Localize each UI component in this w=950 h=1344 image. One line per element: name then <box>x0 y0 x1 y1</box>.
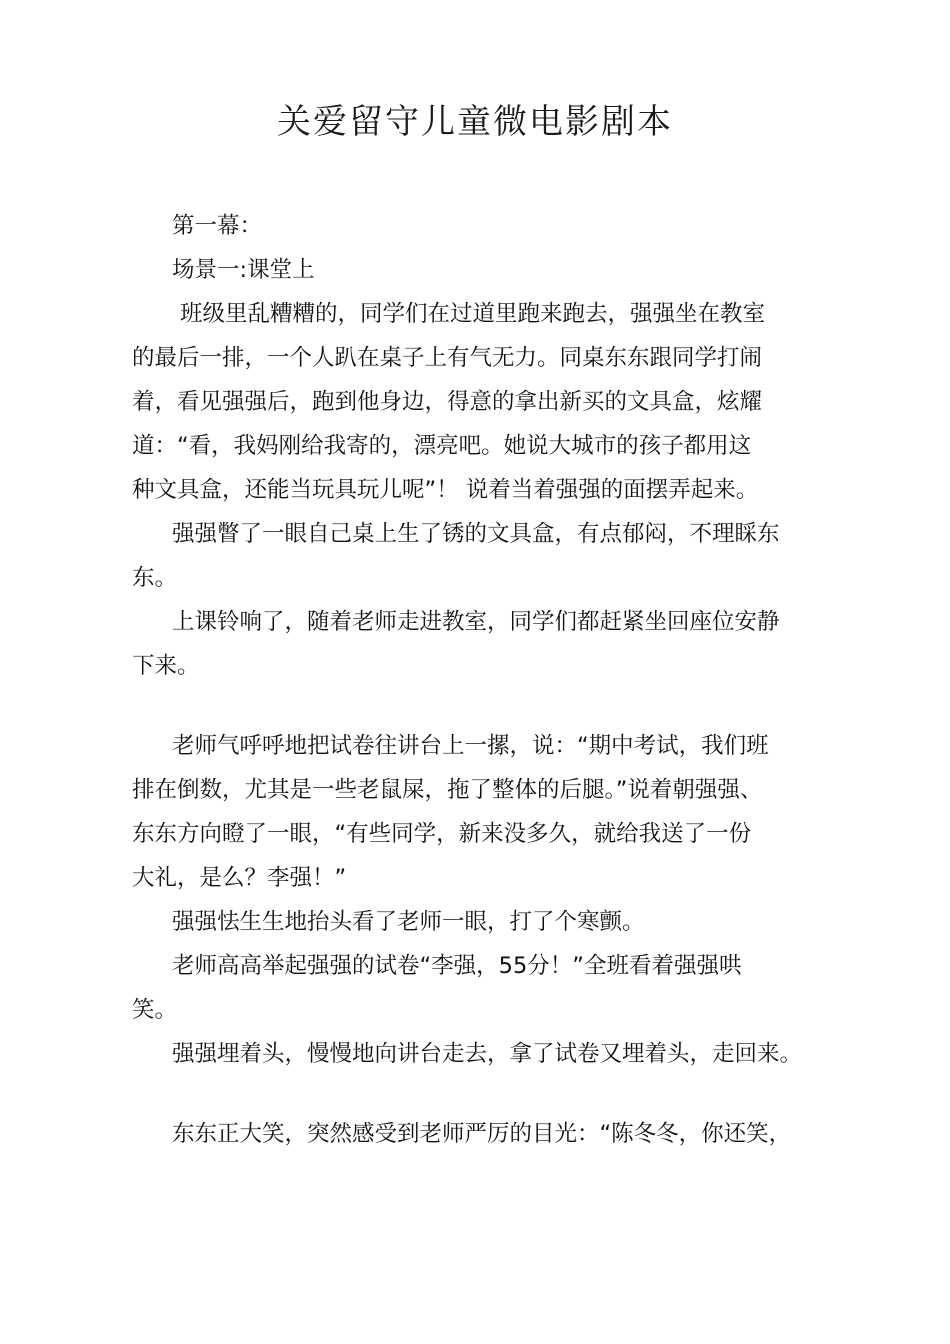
paragraph-line: 排在倒数，尤其是一些老鼠屎，拖了整体的后腿。”说着朝强强、 <box>132 777 763 803</box>
paragraph-line: 老师高高举起强强的试卷“李强，55分！”全班看着强强哄 <box>172 953 742 979</box>
paragraph-line: 强强瞥了一眼自己桌上生了锈的文具盒，有点郁闷，不理睬东 <box>172 521 780 547</box>
paragraph-classroom-chaos <box>132 292 832 512</box>
paragraph-score-reveal <box>132 944 832 1032</box>
paragraph-line: 班级里乱糟糟的，同学们在过道里跑来跑去，强强坐在教室 <box>180 301 766 327</box>
paragraph-dongdong-laugh <box>132 1112 832 1156</box>
paragraph-line: 东东方向瞪了一眼，“有些同学，新来没多久，就给我送了一份 <box>132 821 752 847</box>
paragraph-line: 种文具盒，还能当玩具玩儿呢”！ 说着当着强强的面摆弄起来。 <box>132 477 759 503</box>
paragraph-line: 老师气呼呼地把试卷往讲台上一摞，说：“期中考试，我们班 <box>172 733 769 759</box>
paragraph-line: 强强埋着头，慢慢地向讲台走去，拿了试卷又埋着头，走回来。 <box>172 1041 803 1067</box>
paragraph-line: 大礼，是么？李强！” <box>132 865 347 891</box>
paragraph-teacher-exam <box>132 724 832 900</box>
paragraph-walk-to-podium <box>132 1032 832 1076</box>
paragraph-line: 强强怯生生地抬头看了老师一眼，打了个寒颤。 <box>172 909 645 935</box>
document-title: 关爱留守儿童微电影剧本 <box>277 102 673 142</box>
paragraph-line: 道：“看，我妈刚给我寄的，漂亮吧。她说大城市的孩子都用这 <box>132 433 752 459</box>
scene-heading: 场景一:课堂上 <box>172 257 315 283</box>
paragraph-qiangqiang-glance <box>132 512 832 600</box>
paragraph-class-bell <box>132 600 832 688</box>
paragraph-line: 东。 <box>132 565 178 591</box>
paragraph-line: 着，看见强强后，跑到他身边，得意的拿出新买的文具盒，炫耀 <box>132 389 763 415</box>
script-body <box>132 204 832 1156</box>
paragraph-line: 东东正大笑，突然感受到老师严厉的目光：“陈冬冬，你还笑， <box>172 1121 792 1147</box>
paragraph-line: 下来。 <box>132 653 200 679</box>
paragraph-line: 的最后一排，一个人趴在桌子上有气无力。同桌东东跟同学打闹 <box>132 345 763 371</box>
act-heading: 第一幕： <box>172 213 263 239</box>
paragraph-line: 笑。 <box>132 997 178 1023</box>
paragraph-qiangqiang-shiver <box>132 900 832 944</box>
paragraph-line: 上课铃响了，随着老师走进教室，同学们都赶紧坐回座位安静 <box>172 609 780 635</box>
